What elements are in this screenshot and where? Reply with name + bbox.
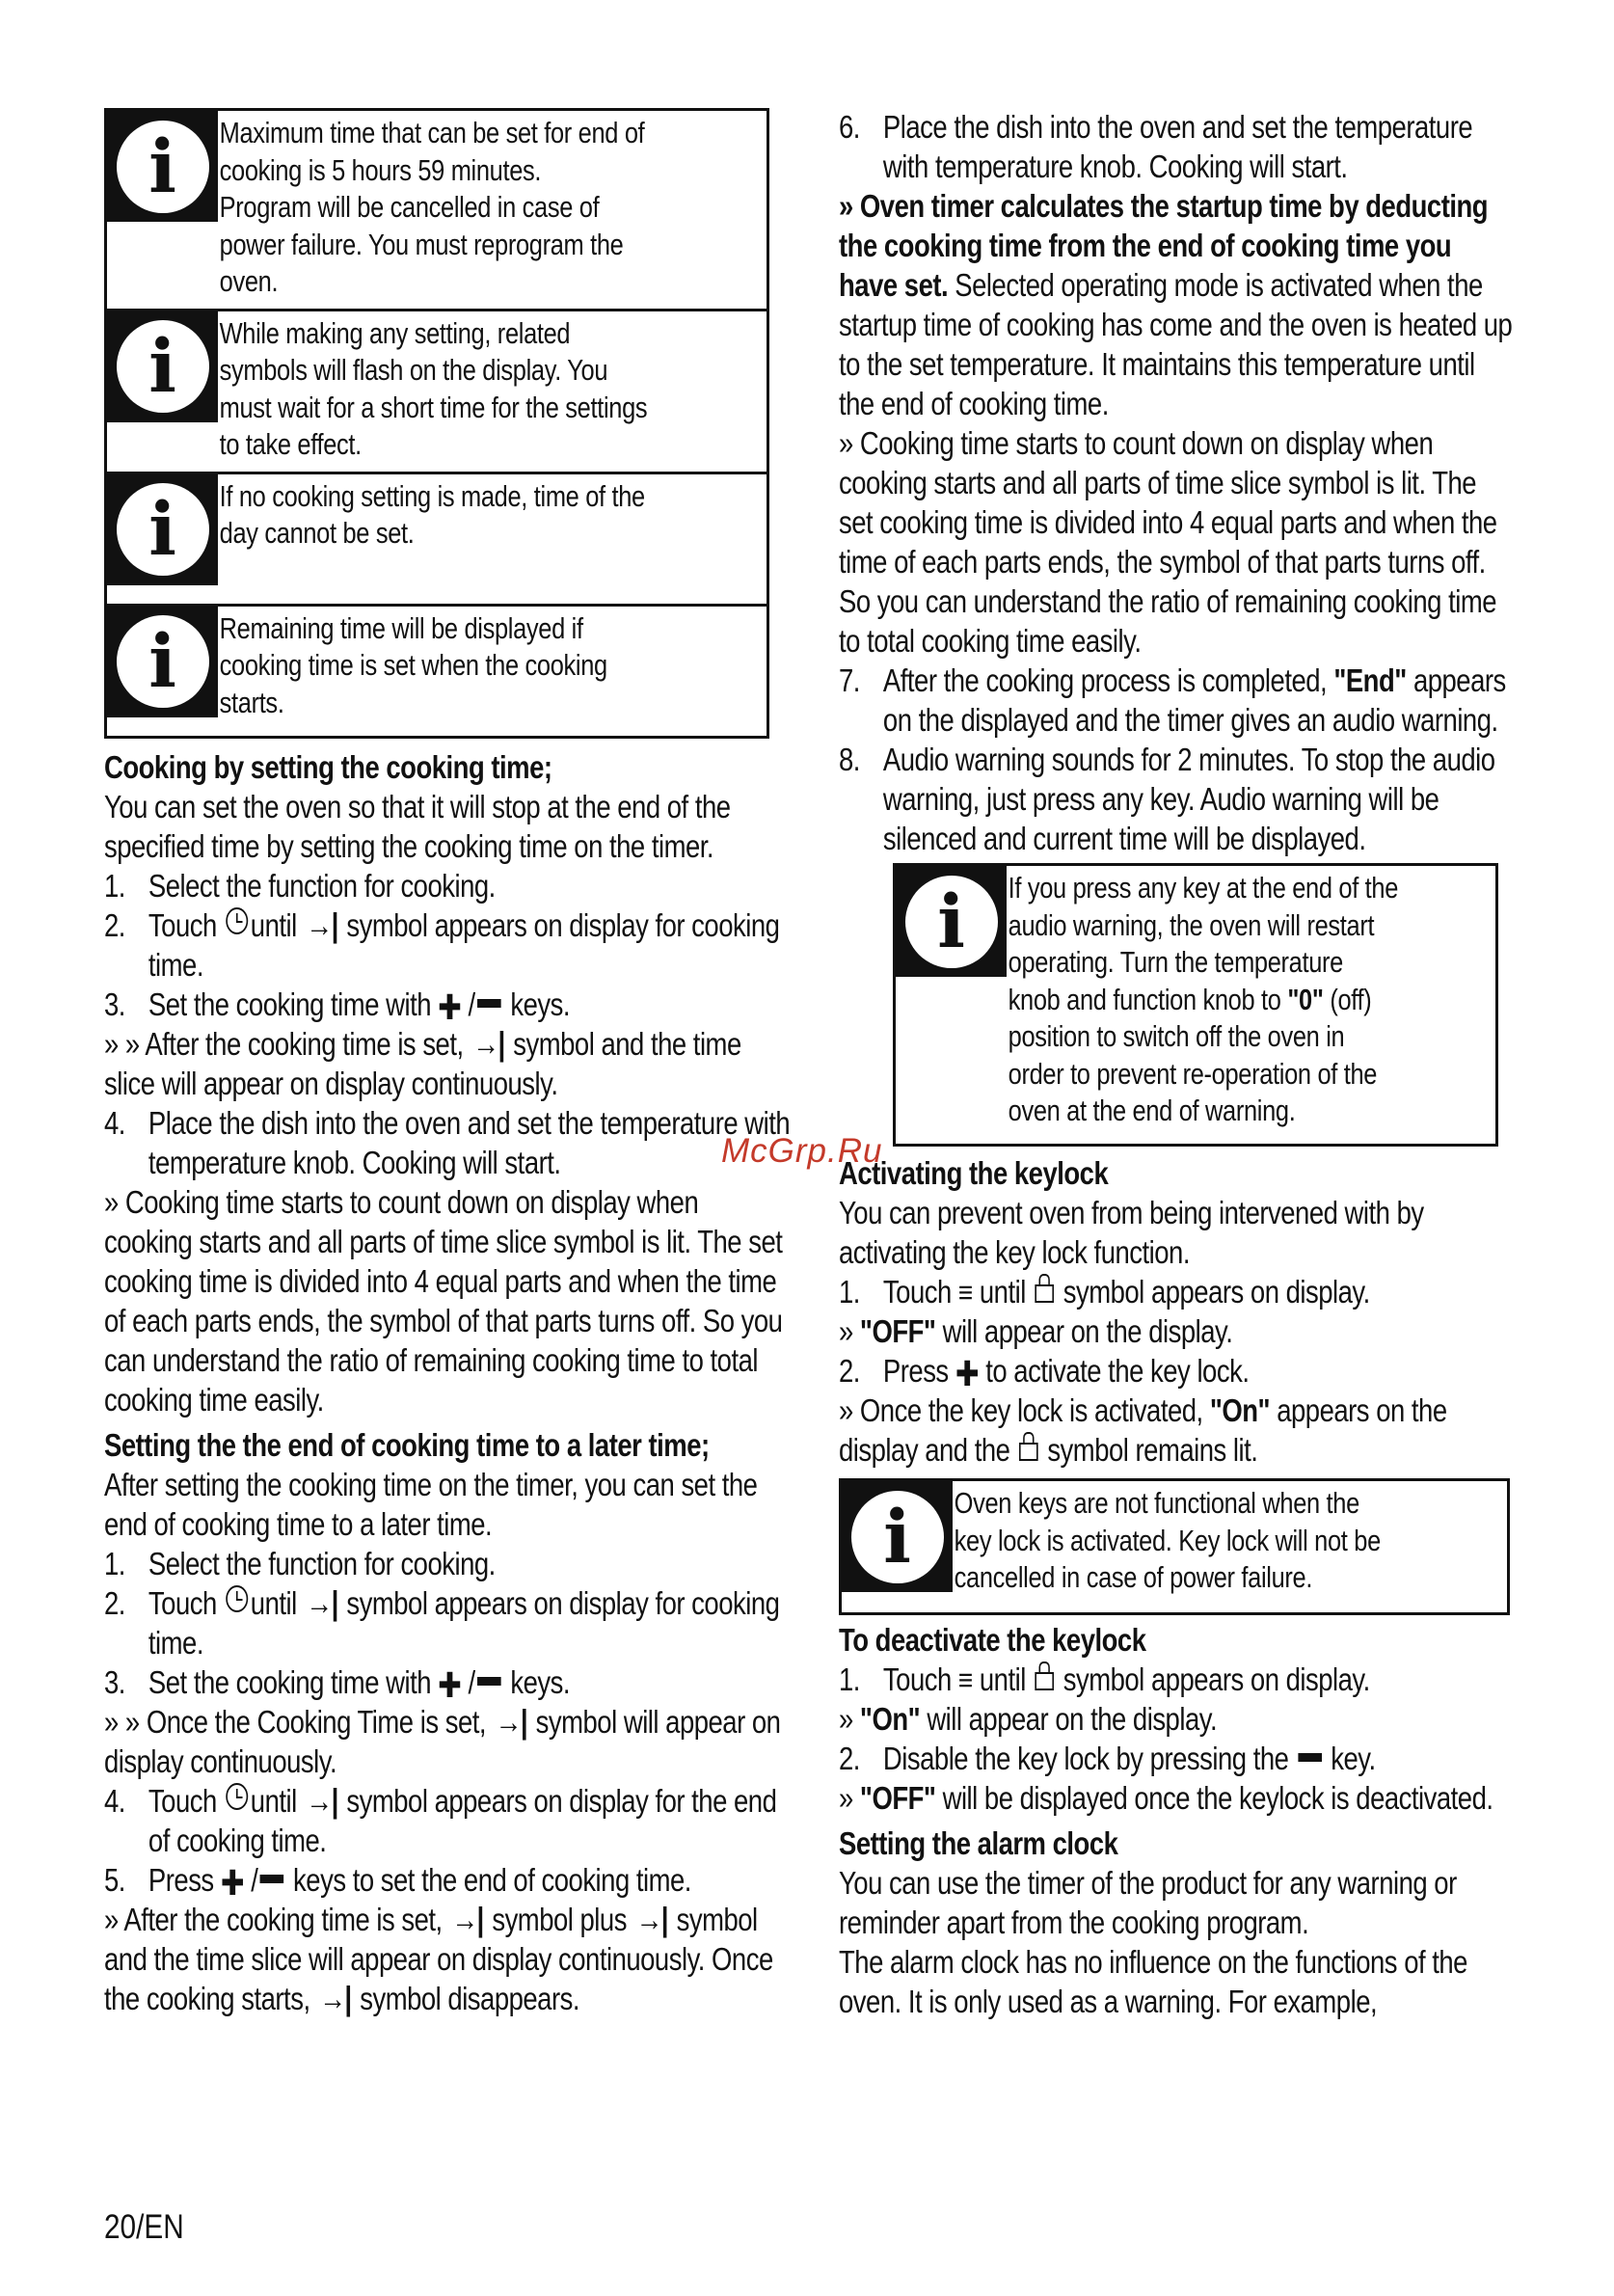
heading-end-cooking-time: Setting the the end of cooking time to a later time;: [104, 1427, 710, 1464]
list-item: 4. Place the dish into the oven and set the temperature with temperature knob. Cooking will start.: [104, 1105, 791, 1181]
list-item: 2. Touch until →| symbol appears on display for cooking time.: [104, 1584, 780, 1661]
note-text: If no cooking setting is made, time of the day cannot be set.: [219, 478, 645, 550]
right-column: [839, 108, 1514, 2022]
info-icon: i: [107, 607, 218, 717]
menu-key-icon: ≡: [957, 1662, 973, 1697]
paragraph: » Oven timer calculates the startup time by deducting the cooking time from the end of cooking time you have set. Selected operating mode is activated when the startup time of cooking has come and the oven is heated up to the set temperature. It maintains this temperature until the end of cooking time.: [839, 189, 1513, 422]
menu-key-icon: ≡: [957, 1275, 973, 1310]
paragraph: » Cooking time starts to count down on display when cooking starts and all parts of time slice symbol is lit. The set cooking time is divided into 4 equal parts and when the time of each parts ends, the symbol of that parts turns off. So you can understand the ratio of remaining cooking time to total cooking time easily.: [839, 426, 1497, 660]
list-item: 1. Select the function for cooking.: [104, 1546, 496, 1582]
clock-icon: [226, 907, 248, 934]
list-item: 1. Touch ≡ until symbol appears on display.: [839, 1662, 1370, 1698]
note-text: Remaining time will be displayed if cooking time is set when the cooking starts.: [219, 610, 607, 719]
paragraph: » After the cooking time is set, →| symbol plus →| symbol and the time slice will appear on display continuously. Once the cooking starts, →| symbol disappears.: [104, 1901, 773, 2017]
note-audio-warning: i If you press any key at the end of the audio warning, the oven will restart operating. Turn the temperature knob and function knob to "0" (off) position to switch off the oven in order to prevent re-operation of the oven at the end of warning.: [893, 863, 1498, 1147]
end-cooking-icon: →|: [306, 1584, 337, 1622]
end-cooking-icon: →|: [451, 1901, 483, 1938]
list-item: 1. Touch ≡ until symbol appears on display.: [839, 1275, 1370, 1310]
note-text: Program will be cancelled in case of power failure. You must reprogram the oven.: [219, 190, 624, 298]
minus-key-icon: [1298, 1753, 1322, 1762]
clock-icon: [226, 1783, 248, 1810]
end-time-icon: →|: [306, 1782, 337, 1820]
end-cooking-icon: →|: [306, 906, 337, 944]
notes-box: [104, 108, 769, 739]
paragraph: After setting the cooking time on the timer, you can set the end of cooking time to a later time.: [104, 1467, 758, 1543]
end-cooking-icon: →|: [472, 1025, 504, 1063]
heading-activating-keylock: Activating the keylock: [839, 1156, 1109, 1192]
list-item: 2. Touch until →| symbol appears on display for cooking time.: [104, 906, 780, 984]
note-text: While making any setting, related symbols will flash on the display. You must wait for a short time for the settings to take effect.: [219, 315, 648, 461]
info-icon: i: [107, 474, 218, 585]
list-item: 2. Press ✚ to activate the key lock.: [839, 1354, 1250, 1393]
lock-icon: [1019, 1443, 1038, 1461]
note-symbols-flash: [107, 309, 767, 472]
lock-icon: [1035, 1284, 1054, 1303]
lock-icon: [1035, 1672, 1054, 1690]
paragraph: » Cooking time starts to count down on display when cooking starts and all parts of time slice symbol is lit. The set cooking time is divided into 4 equal parts and when the time of each parts ends, the symbol of that parts turns off. So you can understand the ratio of remaining cooking time to total cooking time easily.: [104, 1184, 783, 1418]
note-keylock: i Oven keys are not functional when the key lock is activated. Key lock will not be cancelled in case of power failure.: [839, 1478, 1510, 1615]
note-no-cooking-setting: [107, 472, 767, 604]
info-icon: i: [896, 866, 1007, 977]
paragraph: » "OFF" will be displayed once the keylock is deactivated.: [839, 1781, 1493, 1817]
paragraph: » Once the key lock is activated, "On" appears on the display and the symbol remains lit.: [839, 1393, 1447, 1469]
note-text: Maximum time that can be set for end of cooking is 5 hours 59 minutes.: [219, 116, 645, 187]
minus-key-icon: [477, 1677, 501, 1686]
paragraph: The alarm clock has no influence on the functions of the oven. It is only used as a warning. For example,: [839, 1945, 1467, 2020]
list-item: 4. Touch until →| symbol appears on display for the end of cooking time.: [104, 1782, 777, 1859]
info-icon: i: [842, 1481, 953, 1592]
list-item: 3. Set the cooking time with ✚ / keys.: [104, 1664, 571, 1705]
info-icon: i: [107, 311, 218, 422]
left-column: [104, 108, 791, 2019]
end-cooking-icon: →|: [495, 1703, 527, 1741]
paragraph: » » Once the Cooking Time is set, →| symbol will appear on display continuously.: [104, 1703, 781, 1780]
list-item: 5. Press ✚ / keys to set the end of cooking time.: [104, 1862, 691, 1903]
paragraph: » » After the cooking time is set, →| symbol and the time slice will appear on display continuously.: [104, 1025, 741, 1102]
end-time-icon: →|: [319, 1980, 351, 2017]
minus-key-icon: [477, 999, 501, 1008]
page-number: 20/EN: [104, 2208, 184, 2246]
clock-icon: [226, 1585, 248, 1612]
end-time-icon: →|: [635, 1901, 667, 1938]
paragraph: » "On" will appear on the display.: [839, 1702, 1218, 1738]
list-item: 8. Audio warning sounds for 2 minutes. To stop the audio warning, just press any key. Audio warning will be silenced and current time will be displayed.: [839, 743, 1495, 857]
paragraph: You can use the timer of the product for any warning or reminder apart from the cooking program.: [839, 1866, 1457, 1941]
list-item: 2. Disable the key lock by pressing the key.: [839, 1742, 1376, 1777]
list-item: 1. Select the function for cooking.: [104, 868, 496, 905]
paragraph: You can prevent oven from being intervened with by activating the key lock function.: [839, 1196, 1424, 1271]
heading-cooking-time: Cooking by setting the cooking time;: [104, 749, 552, 786]
note-max-time: [107, 111, 767, 309]
paragraph: » "OFF" will appear on the display.: [839, 1314, 1233, 1350]
paragraph: You can set the oven so that it will stop at the end of the specified time by setting the cooking time on the timer.: [104, 789, 731, 865]
list-item: 7. After the cooking process is completed, "End" appears on the displayed and the timer gives an audio warning.: [839, 663, 1506, 739]
watermark: McGrp.Ru: [721, 1132, 883, 1170]
note-remaining-time: [107, 604, 767, 736]
minus-key-icon: [260, 1875, 284, 1883]
list-item: 3. Set the cooking time with ✚ / keys.: [104, 986, 571, 1027]
info-icon: i: [107, 111, 218, 222]
heading-alarm-clock: Setting the alarm clock: [839, 1826, 1118, 1862]
heading-deactivate-keylock: To deactivate the keylock: [839, 1623, 1146, 1659]
list-item: 6. Place the dish into the oven and set the temperature with temperature knob. Cooking will start.: [839, 110, 1473, 185]
